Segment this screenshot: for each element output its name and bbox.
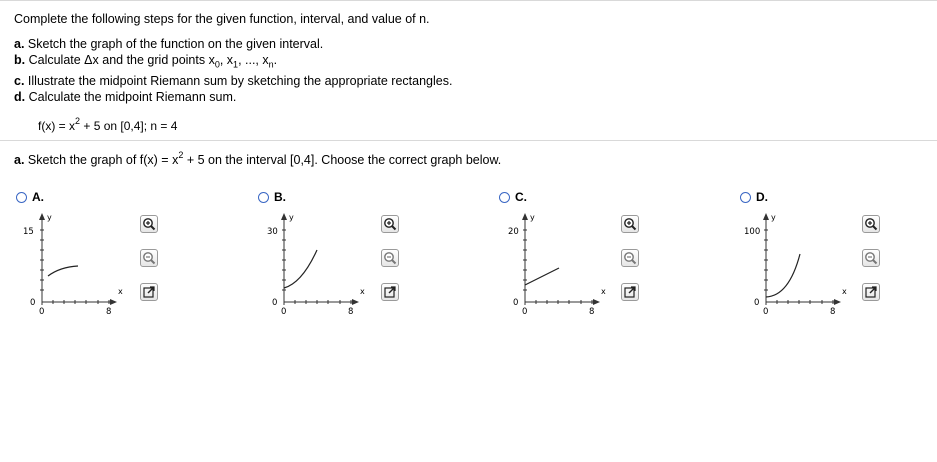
option-b-zoom-out-button[interactable] [381, 249, 399, 267]
y-zero-label: 0 [30, 298, 36, 308]
y-axis-arrow [763, 213, 769, 220]
option-a-zoom-out-button[interactable] [140, 249, 158, 267]
option-c-radio[interactable] [499, 192, 510, 203]
instructions: Complete the following steps for the given function, interval, and value of n. [14, 12, 430, 26]
x-max-label: 8 [830, 307, 836, 317]
y-axis-label: y [530, 213, 535, 222]
x-axis-arrow [352, 299, 359, 305]
option-c-popout-button[interactable] [621, 283, 639, 301]
section-divider [0, 140, 937, 141]
option-a-radio[interactable] [16, 192, 27, 203]
option-c-graph [503, 210, 613, 320]
y-axis-arrow [522, 213, 528, 220]
option-d-graph [744, 210, 854, 320]
option-a-popout-button[interactable] [140, 283, 158, 301]
y-max-label: 20 [508, 227, 519, 237]
option-a-graph [20, 210, 130, 320]
option-d-popout-button[interactable] [862, 283, 880, 301]
option-b-zoom-in-button[interactable] [381, 215, 399, 233]
option-c[interactable] [499, 190, 527, 204]
popout-icon [383, 285, 397, 299]
y-axis-label: y [771, 213, 776, 222]
x-axis-label: x [842, 287, 847, 296]
step-b: b. Calculate Δx and the grid points $x_0$, $x_1$, ..., $x_n$. [14, 53, 278, 70]
x-axis-label: x [360, 287, 365, 296]
zoom-out-icon [623, 251, 637, 265]
option-b-popout-button[interactable] [381, 283, 399, 301]
zoom-in-icon [623, 217, 637, 231]
popout-icon [142, 285, 156, 299]
option-c-label: C. [515, 190, 527, 204]
top-divider [0, 0, 937, 1]
function-curve [766, 254, 800, 297]
option-b-radio[interactable] [258, 192, 269, 203]
y-zero-label: 0 [513, 298, 519, 308]
y-max-label: 30 [267, 227, 278, 237]
part-a-question: a. Sketch the graph of $f(x) = x^2 + 5$ on the interval [0,4]. Choose the correct graph below. [14, 150, 502, 168]
zoom-out-icon [142, 251, 156, 265]
function-definition: $f(x) = x^2 + 5$ on [0,4]; n = 4 [38, 116, 178, 133]
function-curve [48, 266, 78, 276]
zoom-in-icon [383, 217, 397, 231]
option-d-label: D. [756, 190, 768, 204]
zoom-out-icon [383, 251, 397, 265]
option-a[interactable] [16, 190, 44, 204]
popout-icon [864, 285, 878, 299]
function-curve [525, 268, 559, 285]
x-zero-label: 0 [281, 307, 287, 317]
option-b[interactable] [258, 190, 286, 204]
option-b-label: B. [274, 190, 286, 204]
zoom-out-icon [864, 251, 878, 265]
y-max-label: 15 [23, 227, 34, 237]
y-zero-label: 0 [272, 298, 278, 308]
y-max-label: 100 [744, 227, 761, 237]
x-max-label: 8 [589, 307, 595, 317]
function-curve [284, 250, 317, 288]
option-d-zoom-in-button[interactable] [862, 215, 880, 233]
x-zero-label: 0 [522, 307, 528, 317]
step-d: d. Calculate the midpoint Riemann sum. [14, 90, 237, 104]
x-axis-label: x [118, 287, 123, 296]
x-axis-label: x [601, 287, 606, 296]
option-d-zoom-out-button[interactable] [862, 249, 880, 267]
x-axis-arrow [110, 299, 117, 305]
x-max-label: 8 [348, 307, 354, 317]
popout-icon [623, 285, 637, 299]
step-a: a. Sketch the graph of the function on the given interval. [14, 37, 324, 51]
option-d-radio[interactable] [740, 192, 751, 203]
x-axis-arrow [593, 299, 600, 305]
option-d[interactable] [740, 190, 768, 204]
x-axis-arrow [834, 299, 841, 305]
option-c-zoom-out-button[interactable] [621, 249, 639, 267]
y-axis-label: y [289, 213, 294, 222]
step-c: c. Illustrate the midpoint Riemann sum by sketching the appropriate rectangles. [14, 74, 453, 88]
option-b-graph [262, 210, 372, 320]
zoom-in-icon [142, 217, 156, 231]
option-a-label: A. [32, 190, 44, 204]
option-a-zoom-in-button[interactable] [140, 215, 158, 233]
y-zero-label: 0 [754, 298, 760, 308]
zoom-in-icon [864, 217, 878, 231]
y-axis-label: y [47, 213, 52, 222]
y-axis-arrow [281, 213, 287, 220]
x-max-label: 8 [106, 307, 112, 317]
y-axis-arrow [39, 213, 45, 220]
x-zero-label: 0 [39, 307, 45, 317]
option-c-zoom-in-button[interactable] [621, 215, 639, 233]
x-zero-label: 0 [763, 307, 769, 317]
